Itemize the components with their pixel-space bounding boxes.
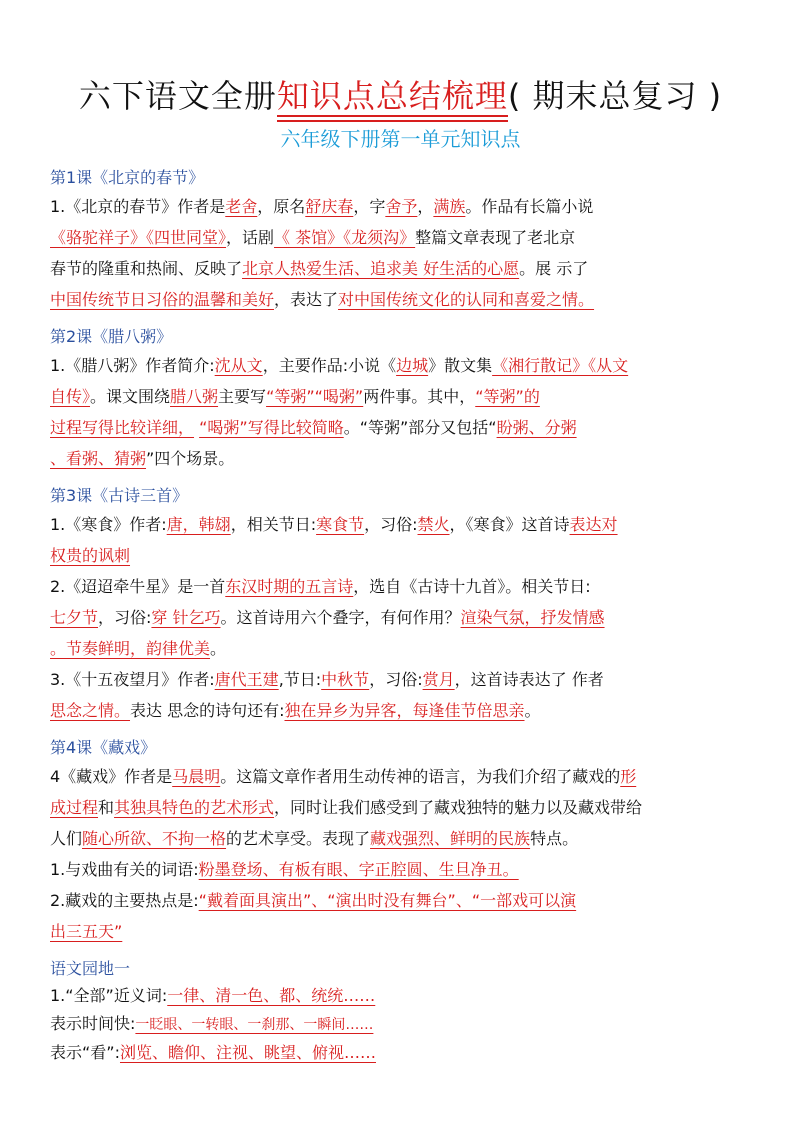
text: ，习俗: [369, 670, 423, 689]
answer: 《骆驼祥子》《四世同堂》 [50, 228, 227, 247]
answer: 东汉时期的五言诗 [225, 577, 354, 596]
text: 2.《迢迢牵牛星》是一首 [50, 577, 226, 596]
answer: 思念之情。 [50, 701, 131, 720]
answer: 《湘行散记》《从文 [492, 356, 629, 375]
answer: 其独具特色的艺术形式 [114, 798, 275, 817]
answer: 唐代王建 [214, 670, 279, 689]
text: 表示时间快: [50, 1014, 136, 1033]
document-title [50, 76, 751, 116]
text: 3.《十五夜望月》作者: [50, 670, 215, 689]
text: 。作品有长篇小说 [465, 197, 594, 216]
answer: 《 茶馆》《龙须沟》 [274, 228, 416, 247]
answer: 七夕节 [50, 608, 99, 627]
lesson4-heading: 第4课《藏戏》 [50, 738, 157, 757]
lesson3-item-1 [50, 509, 751, 571]
text: 特点。 [530, 829, 579, 848]
text: 2.藏戏的主要热点是: [50, 891, 199, 910]
title-emphasis: 知识点总结梳理 [276, 77, 508, 115]
answer: 随心所欲、不拘一格 [82, 829, 227, 848]
answer: 渲染气氛，抒发情感 [460, 608, 605, 627]
answer: 表达对 [569, 515, 618, 534]
text: 1.《北京的春节》作者是 [50, 197, 226, 216]
text: 1.《腊八粥》作者简介: [50, 356, 215, 375]
text: 1.“全部”近义词: [50, 986, 168, 1005]
lesson4-item-2 [50, 885, 751, 947]
text: ，字 [353, 197, 386, 216]
answer: 。节奏鲜明，韵律优美 [50, 639, 211, 658]
answer: 中秋节 [321, 670, 370, 689]
answer: 边城 [396, 356, 429, 375]
answer: 形 [620, 767, 637, 786]
answer: 一眨眼、一转眼、一刹那、一瞬间…… [135, 1017, 374, 1033]
garden-item-1 [50, 982, 751, 1010]
lesson1-heading: 第1课《北京的春节》 [50, 168, 205, 187]
text: ,节日: [278, 670, 322, 689]
answer: 穿 针乞巧 [151, 608, 221, 627]
lesson3-item-2 [50, 571, 751, 664]
text: ，原名 [257, 197, 306, 216]
lesson1-paragraph [50, 191, 751, 315]
answer: 舍予 [385, 197, 418, 216]
text: ，相关节日: [230, 515, 317, 534]
garden-item-2 [50, 1010, 751, 1039]
answer: “等粥”“喝粥” [266, 387, 364, 406]
text: ，习俗: [364, 515, 418, 534]
answer: 一律、清一色、都、统统…… [167, 986, 376, 1005]
answer: 满族 [433, 197, 466, 216]
lesson2-paragraph [50, 350, 751, 474]
answer: 盼粥、分粥 [496, 418, 577, 437]
text: 。 [210, 639, 227, 658]
answer: 藏戏强烈、鲜明的民族 [370, 829, 531, 848]
answer: “喝粥”写得比较简略 [199, 418, 344, 437]
answer: 马晨明 [172, 767, 221, 786]
text: ，主要作品:小说《 [262, 356, 397, 375]
text: 表达 思念的诗句还有: [130, 701, 285, 720]
answer: 过程写得比较详细， [50, 418, 195, 437]
answer: 出三五天” [50, 922, 123, 941]
answer: 自传》 [50, 387, 91, 406]
answer: 浏览、瞻仰、注视、眺望、俯视…… [119, 1043, 376, 1062]
text: ，《寒食》这首诗 [449, 515, 570, 534]
text: 4《藏戏》作者是 [50, 767, 173, 786]
text: 。展 示了 [519, 259, 589, 278]
title-suffix: ( 期末总复习 ) [507, 77, 723, 115]
answer: 腊八粥 [170, 387, 219, 406]
answer: 粉墨登场、有板有眼、字正腔圆、生旦净丑。 [198, 860, 519, 879]
text: 。这首诗用六个叠字，有何作用？ [220, 608, 461, 627]
answer: 禁火 [417, 515, 450, 534]
text: 。这篇文章作者用生动传神的语言，为我们介绍了藏戏的 [220, 767, 621, 786]
garden-item-3 [50, 1039, 751, 1067]
lesson3-item-3 [50, 664, 751, 726]
unit-subtitle: 六年级下册第一单元知识点 [280, 127, 521, 151]
lesson2-heading: 第2课《腊八粥》 [50, 327, 173, 346]
text: ”四个场景。 [146, 449, 235, 468]
answer: 独在异乡为异客，每逢佳节倍思亲 [284, 701, 525, 720]
answer: 寒食节 [316, 515, 365, 534]
text: 表示“看”: [50, 1043, 120, 1062]
text: 。“等粥”部分又包括“ [343, 418, 497, 437]
answer: 舒庆春 [305, 197, 354, 216]
text: 春节的隆重和热闹、反映了 [50, 259, 243, 278]
text: 1.与戏曲有关的词语: [50, 860, 199, 879]
text: ，选自《古诗十九首》。相关节日: [353, 577, 591, 596]
answer: 沈从文 [214, 356, 263, 375]
text: 人们 [50, 829, 83, 848]
text: 1.《寒食》作者: [50, 515, 167, 534]
text: 。课文围绕 [90, 387, 171, 406]
lesson4-paragraph [50, 761, 751, 854]
text: 两件事。其中， [363, 387, 476, 406]
answer: 、看粥、猜粥 [50, 449, 147, 468]
lesson4-item-1 [50, 854, 751, 885]
text: 和 [98, 798, 115, 817]
answer: 中国传统节日习俗的温馨和美好 [50, 290, 275, 309]
text: ，同时让我们感受到了藏戏独特的魅力以及藏戏带给 [274, 798, 643, 817]
answer: 北京人热爱生活、追求美 好生活的心愿 [242, 259, 520, 278]
answer: 唐，韩翃 [166, 515, 231, 534]
text: 整篇文章表现了老北京 [415, 228, 576, 247]
answer: 对中国传统文化的认同和喜爱之情。 [338, 290, 595, 309]
text: ，话剧 [226, 228, 275, 247]
document-page [0, 76, 793, 1148]
lesson3-heading: 第3课《古诗三首》 [50, 486, 189, 505]
answer: “戴着面具演出”、“演出时没有舞台”、“一部戏可以演 [198, 891, 577, 910]
text: 》散文集 [428, 356, 493, 375]
answer: 权贵的讽刺 [50, 546, 131, 565]
text: ， [417, 197, 434, 216]
text: 。 [524, 701, 541, 720]
answer: 老舍 [225, 197, 258, 216]
answer: 赏月 [422, 670, 455, 689]
answer: “等粥”的 [475, 387, 540, 406]
text: 主要写 [218, 387, 267, 406]
answer: 成过程 [50, 798, 99, 817]
text: 的艺术享受。表现了 [226, 829, 371, 848]
garden-heading: 语文园地一 [50, 959, 131, 978]
text: ，表达了 [274, 290, 339, 309]
text: ，这首诗表达了 作者 [454, 670, 604, 689]
title-prefix: 六下语文全册 [78, 77, 277, 115]
text: ，习俗: [98, 608, 152, 627]
